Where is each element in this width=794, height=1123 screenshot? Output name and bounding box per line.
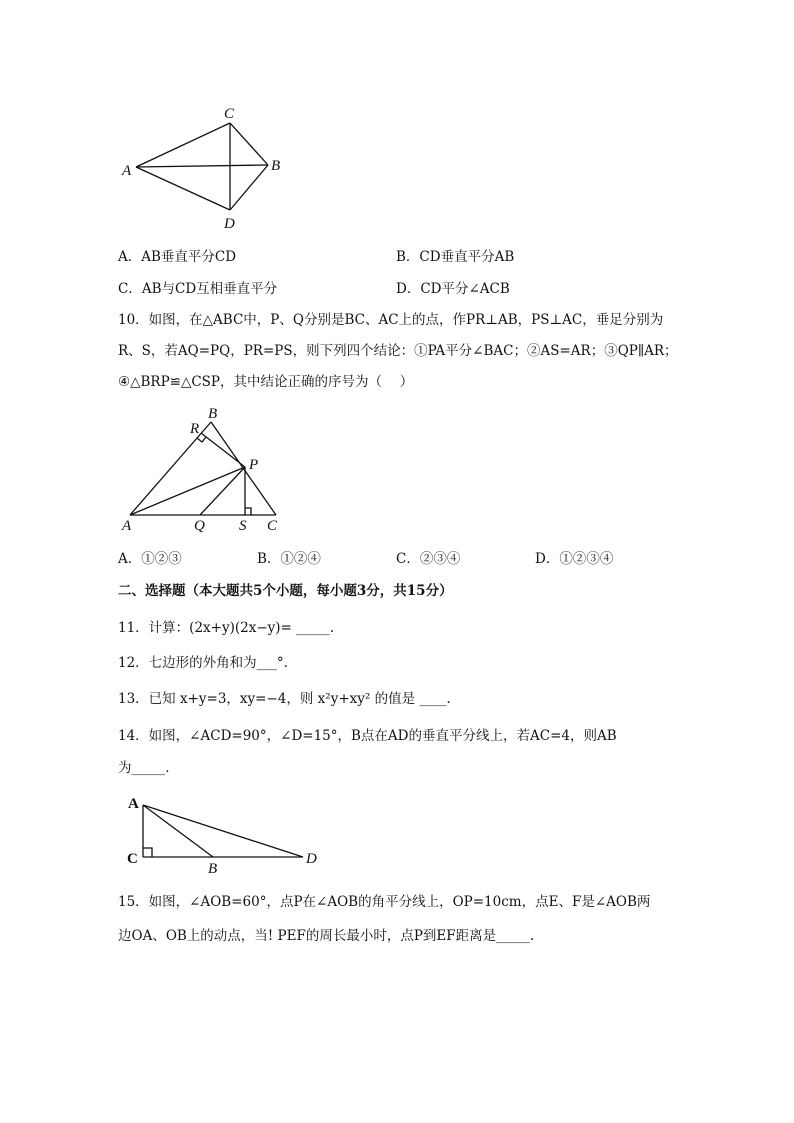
label-a: A [122, 163, 132, 179]
question-13: 13．已知 x+y=3，xy=−4，则 x²y+xy² 的值是 ____. [118, 691, 451, 707]
question-11: 11．计算：(2x+y)(2x−y)= _____. [118, 620, 335, 636]
label-d: D [224, 216, 235, 232]
label-q: Q [194, 518, 205, 534]
label-p: P [249, 457, 259, 473]
label-d: D [306, 851, 317, 867]
label-s: S [239, 518, 247, 534]
label-b: B [208, 406, 218, 422]
q15-line-2: 边OA、OB上的动点，当! PEF的周长最小时，点P到EF距离是_____. [118, 928, 535, 944]
q10-line-2: R、S，若AQ=PQ，PR=PS，则下列四个结论：①PA平分∠BAC；②AS=AR；③QP∥AR； [118, 343, 678, 359]
label-c: C [127, 851, 138, 867]
q10-line-3: ④△BRP≌△CSP，其中结论正确的序号为（ ） [118, 374, 414, 390]
label-a: A [122, 518, 132, 534]
label-b: B [271, 158, 281, 174]
label-c: C [224, 106, 235, 122]
section-2-heading: 二、选择题（本大题共5个小题，每小题3分，共15分） [118, 583, 453, 599]
q9-option-d: D．CD平分∠ACB [396, 281, 510, 297]
segment-ad [143, 805, 303, 857]
segment-ab [143, 805, 213, 857]
q9-option-b: B．CD垂直平分AB [396, 249, 515, 265]
right-angle-mark-c [143, 848, 152, 857]
q14-line-2: 为_____. [118, 760, 170, 776]
q10-option-a: A．①②③ [118, 551, 182, 567]
label-b: B [208, 861, 218, 877]
q10-line-1: 10．如图，在△ABC中，P、Q分别是BC、AC上的点，作PR⊥AB，PS⊥AC，垂足分别为 [118, 312, 664, 328]
label-r: R [190, 421, 200, 437]
q9-option-a: A．AB垂直平分CD [118, 249, 237, 265]
q10-option-c: C．②③④ [396, 551, 461, 567]
q15-line-1: 15．如图，∠AOB=60°，点P在∠AOB的角平分线上，OP=10cm，点E、F是∠AOB两 [118, 894, 651, 910]
q10-option-b: B．①②④ [257, 551, 321, 567]
q10-option-d: D．①②③④ [535, 551, 614, 567]
label-a: A [128, 796, 139, 812]
q9-option-c: C．AB与CD互相垂直平分 [118, 281, 278, 297]
q14-line-1: 14．如图，∠ACD=90°，∠D=15°，B点在AD的垂直平分线上，若AC=4，则AB [118, 728, 617, 744]
question-12: 12．七边形的外角和为___°. [118, 655, 288, 671]
label-c: C [267, 518, 278, 534]
